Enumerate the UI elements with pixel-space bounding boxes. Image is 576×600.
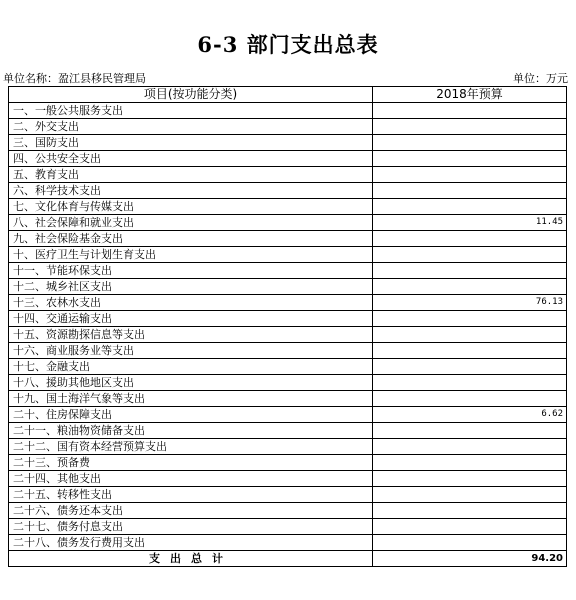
table-row [9, 103, 567, 119]
page-title: 6-3 部门支出总表 [197, 32, 379, 57]
table-row [9, 343, 567, 359]
table-row [9, 375, 567, 391]
table-row [9, 455, 567, 471]
item-cell: 二、外交支出 [9, 119, 373, 135]
value-cell [373, 535, 567, 551]
item-cell: 六、科学技术支出 [9, 183, 373, 199]
table-row [9, 503, 567, 519]
item-cell: 十三、农林水支出 [9, 295, 373, 311]
value-cell [373, 119, 567, 135]
table-row [9, 215, 567, 231]
value-cell [373, 199, 567, 215]
item-cell: 八、社会保障和就业支出 [9, 215, 373, 231]
item-cell: 十二、城乡社区支出 [9, 279, 373, 295]
table-row [9, 471, 567, 487]
item-cell: 五、教育支出 [9, 167, 373, 183]
table-row [9, 279, 567, 295]
table-row [9, 231, 567, 247]
item-cell: 十七、金融支出 [9, 359, 373, 375]
item-cell: 一、一般公共服务支出 [9, 103, 373, 119]
column-header-item: 项目(按功能分类) [9, 87, 373, 103]
item-cell: 二十一、粮油物资储备支出 [9, 423, 373, 439]
item-cell: 七、文化体育与传媒支出 [9, 199, 373, 215]
unit-label: 单位：万元 [513, 72, 568, 85]
value-cell: 76.13 [373, 295, 567, 311]
value-cell [373, 359, 567, 375]
item-cell: 二十五、转移性支出 [9, 487, 373, 503]
item-cell: 二十四、其他支出 [9, 471, 373, 487]
value-cell: 6.62 [373, 407, 567, 423]
item-cell: 十九、国土海洋气象等支出 [9, 391, 373, 407]
total-row [9, 551, 567, 567]
value-cell [373, 151, 567, 167]
item-cell: 九、社会保险基金支出 [9, 231, 373, 247]
table-row [9, 535, 567, 551]
table-row [9, 519, 567, 535]
item-cell: 十、医疗卫生与计划生育支出 [9, 247, 373, 263]
value-cell [373, 103, 567, 119]
value-cell [373, 247, 567, 263]
value-cell [373, 423, 567, 439]
value-cell [373, 391, 567, 407]
table-row [9, 199, 567, 215]
item-cell: 十八、援助其他地区支出 [9, 375, 373, 391]
value-cell: 11.45 [373, 215, 567, 231]
unit-name: 单位名称：盈江县移民管理局 [3, 72, 146, 85]
table-row [9, 359, 567, 375]
value-cell [373, 311, 567, 327]
value-cell [373, 167, 567, 183]
value-cell [373, 487, 567, 503]
item-cell: 十一、节能环保支出 [9, 263, 373, 279]
item-cell: 二十、住房保障支出 [9, 407, 373, 423]
table-row [9, 311, 567, 327]
table-row [9, 391, 567, 407]
value-cell [373, 263, 567, 279]
table-row [9, 295, 567, 311]
table-row [9, 247, 567, 263]
value-cell [373, 375, 567, 391]
value-cell [373, 135, 567, 151]
item-cell: 二十八、债务发行费用支出 [9, 535, 373, 551]
item-cell: 二十三、预备费 [9, 455, 373, 471]
table-row [9, 183, 567, 199]
item-cell: 二十二、国有资本经营预算支出 [9, 439, 373, 455]
item-cell: 二十六、债务还本支出 [9, 503, 373, 519]
table-row [9, 263, 567, 279]
value-cell [373, 183, 567, 199]
table-row [9, 119, 567, 135]
item-cell: 三、国防支出 [9, 135, 373, 151]
table-row [9, 135, 567, 151]
table-row [9, 151, 567, 167]
value-cell [373, 279, 567, 295]
total-value: 94.20 [373, 551, 567, 567]
value-cell [373, 471, 567, 487]
budget-table [8, 86, 567, 567]
table-row [9, 167, 567, 183]
table-row [9, 487, 567, 503]
value-cell [373, 455, 567, 471]
item-cell: 十六、商业服务业等支出 [9, 343, 373, 359]
column-header-budget: 2018年预算 [373, 87, 567, 103]
table-row [9, 423, 567, 439]
item-cell: 四、公共安全支出 [9, 151, 373, 167]
table-header-row [9, 87, 567, 103]
value-cell [373, 519, 567, 535]
value-cell [373, 327, 567, 343]
item-cell: 十四、交通运输支出 [9, 311, 373, 327]
table-row [9, 327, 567, 343]
value-cell [373, 343, 567, 359]
item-cell: 二十七、债务付息支出 [9, 519, 373, 535]
table-row [9, 439, 567, 455]
total-label: 支出总计 [9, 551, 373, 567]
item-cell: 十五、资源勘探信息等支出 [9, 327, 373, 343]
value-cell [373, 439, 567, 455]
value-cell [373, 231, 567, 247]
table-body [9, 103, 567, 567]
value-cell [373, 503, 567, 519]
table-row [9, 407, 567, 423]
